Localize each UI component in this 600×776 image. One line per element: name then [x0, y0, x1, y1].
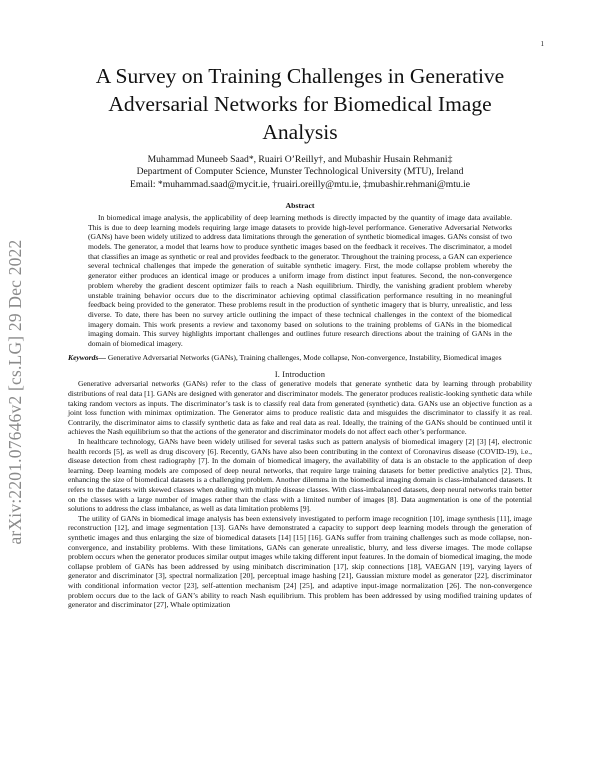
paper-title [68, 62, 532, 146]
abstract-heading: Abstract [285, 200, 315, 210]
abstract-text: In biomedical image analysis, the applicability of deep learning methods is directly impacted by the quantity of image data available. This is due to deep learning models requiring large image datasets to provide high-level performance. Generative Adversarial Networks (GANs) have been widely utilized to address data limitations through the generation of synthetic biomedical images. GANs consist of two models. The generator, a model that learns how to produce synthetic images based on the feedback it receives. The discriminator, a model that classifies an image as synthetic or real and provides feedback to the generator. Throughout the training process, a GAN can experience several technical challenges that impede the generation of suitable synthetic imagery. First, the mode collapse problem whereby the generator either produces an identical image or produces a uniform image from distinct input features. Second, the non-convergence problem whereby the gradient descent optimizer fails to reach a Nash equilibrium. Thirdly, the vanishing gradient problem whereby unstable training behavior occurs due to the discriminator achieving optimal classification performance resulting in no meaningful feedback being provided to the generator. These problems result in the production of synthetic imagery that is blurry, unrealistic, and less diverse. To date, there has been no survey article outlining the impact of these technical challenges in the context of the biomedical imagery domain. This work presents a review and taxonomy based on solutions to the training problems of GANs in the biomedical imaging domain. This survey highlights important challenges and outlines future research directions about the training of GANs in the domain of biomedical imagery. [88, 212, 512, 349]
keywords-label: Keywords— [68, 352, 106, 362]
title-line: A Survey on Training Challenges in Generative [95, 64, 505, 88]
title-line: Adversarial Networks for Biomedical Image [108, 92, 492, 116]
author-names: Muhammad Muneeb Saad*, Ruairi O’Reilly†, and Mubashir Husain Rehmani‡ [147, 154, 453, 165]
body-paragraph: Generative adversarial networks (GANs) refer to the class of generative models that generate synthetic data by learning through probability distributions of real data [1]. GANs are designed with generator and discriminator models. The generator produces realistic-looking synthetic data while taking random vectors as inputs. The discriminator’s task is to classify real data from generated (synthetic) data. GANs use an objective function as a joint loss function with minimax optimization. The Generator aims to produce realistic data and misguides the discriminator to classify it as real. Contrarily, the discriminator aims to classify synthetic data as fake and real data as real. Ideally, the training of the GANs should be continued until it achieves the Nash equilibrium so that the actions of the generator and discriminator models do not affect each other’s performance. [68, 379, 532, 437]
section-heading-introduction: I. Introduction [274, 370, 326, 380]
title-line: Analysis [262, 120, 338, 144]
body-paragraph: The utility of GANs in biomedical image analysis has been extensively investigated to perform image recognition [10], image synthesis [11], image reconstruction [12], and image segmentation [13]. GANs have demonstrated a capacity to support deep learning models through the generation of synthetic images and thus enlarging the size of biomedical datasets [14] [15] [16]. GANs suffer from training challenges such as mode collapse, non-convergence, and instability problems. With these limitations, GANs can generate unrealistic, blurry, and less diverse images. The mode collapse problem occurs when the generator produces similar output images while taking different input features. In the domain of biomedical imaging, the mode collapse problem of GANs has been addressed by using minibatch discrimination [17], skip connections [18], VAEGAN [19], varying layers of generator and discriminator [3], spectral normalization [20], perceptual image hashing [21], Gaussian mixture model as generator [22], discriminator with conditional information vector [23], self-attention mechanism [24] [25], and adaptive input-image normalization [26]. The non-convergence problem occurs due to the lack of GAN’s ability to reach Nash equilibrium. This problem has been addressed by using modified training updates of generator and discriminator [27], Whale optimization [68, 513, 532, 610]
author-emails: Email: *muhammad.saad@mycit.ie, †ruairi.oreilly@mtu.ie, ‡mubashir.rehmani@mtu.ie [129, 178, 471, 190]
author-affiliation: Department of Computer Science, Munster Technological University (MTU), Ireland [136, 166, 464, 178]
author-block [68, 154, 532, 191]
paper-content [68, 62, 532, 610]
keywords [68, 353, 532, 363]
page-number: 1 [540, 40, 544, 48]
body-paragraph: In healthcare technology, GANs have been widely utilised for several tasks such as pattern analysis of biomedical imagery [2] [3] [4], electronic health records [5], as well as drug discovery [6]. Recently, GANs have also been contributing in the context of Coronavirus disease (COVID-19), i.e., disease detection from chest radiography [7]. In the domain of biomedical imagery, the availability of data is an obstacle to the application of deep learning. Deep learning models are composed of deep neural networks, that require large training datasets for better predictive analytics [2]. Thus, enhancing the size of biomedical datasets is a challenging problem. Another dilemma in the biomedical imaging domain is class-imbalanced datasets. It refers to the datasets with skewed classes when dealing with multiple disease classes. With class-imbalanced datasets, deep neural networks train better on the classes with a large number of images rather than the class with a limited number of images [8]. Data augmentation is one of the potential solutions to address the class imbalance, as well as data limitation problems [9]. [68, 437, 532, 514]
keywords-text: Generative Adversarial Networks (GANs), Training challenges, Mode collapse, Non-convergence, Instability, Biomedical images [105, 352, 502, 362]
arxiv-identifier-stamp[interactable]: arXiv:2201.07646v2 [cs.LG] 29 Dec 2022 [5, 239, 25, 545]
